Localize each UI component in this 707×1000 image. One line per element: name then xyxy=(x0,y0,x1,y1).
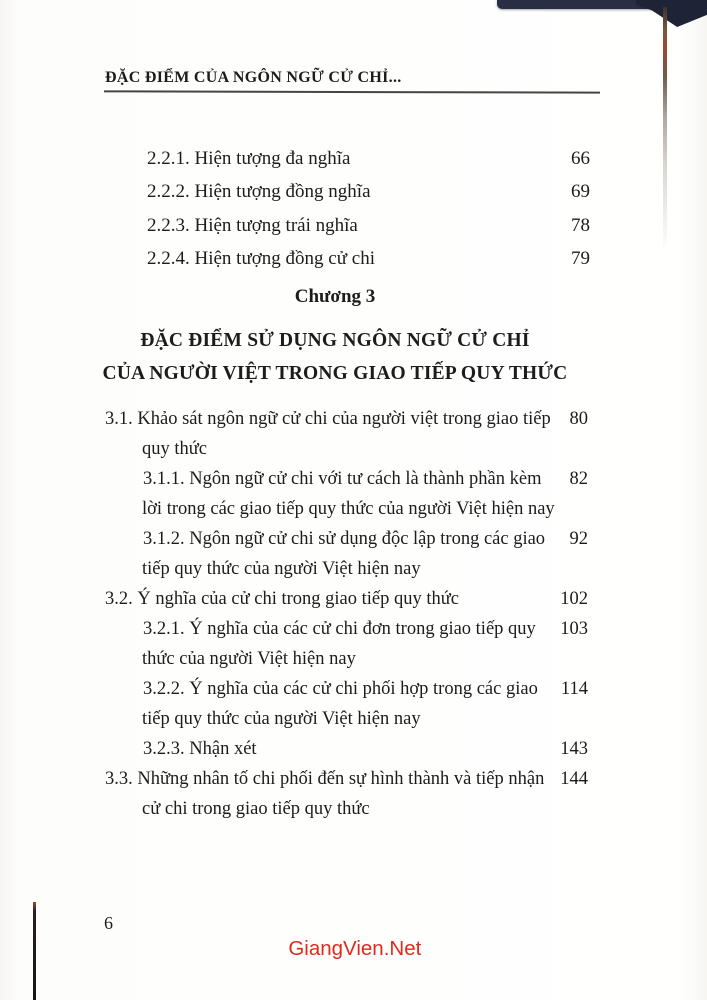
toc-entry-page-number: 114 xyxy=(560,679,588,699)
toc-entry-line-1: 3.2.3. Nhận xét xyxy=(143,739,257,759)
toc-entry xyxy=(105,674,593,734)
toc-entry xyxy=(105,764,593,824)
toc-entry-line-1: 3.2.2. Ý nghĩa của các cử chi phối hợp trong các giao xyxy=(143,679,538,699)
watermark-text: GiangVien.Net xyxy=(288,937,422,960)
toc-entry-label: 2.2.3. Hiện tượng trái nghĩa xyxy=(147,214,358,236)
toc-entry xyxy=(105,464,593,524)
toc-entry-line-2: thức của người Việt hiện nay xyxy=(142,649,356,669)
toc-entry-page-number: 103 xyxy=(560,619,588,639)
chapter-heading xyxy=(102,286,568,390)
toc-entry-page-number: 143 xyxy=(560,739,588,759)
header-rule xyxy=(104,90,600,93)
toc-entry-line-2: lời trong các giao tiếp quy thức của người Việt hiện nay xyxy=(142,499,555,519)
toc-entry-page-number: 69 xyxy=(571,181,590,203)
toc-section-3-list xyxy=(105,404,593,824)
toc-entry-label: 2.2.2. Hiện tượng đồng nghĩa xyxy=(147,181,371,203)
toc-entry-label: 2.2.4. Hiện tượng đồng cử chi xyxy=(147,248,375,270)
toc-row xyxy=(105,175,593,208)
chapter-title-line-1: ĐẶC ĐIỂM SỬ DỤNG NGÔN NGỮ CỬ CHỈ xyxy=(140,330,530,351)
toc-entry-page-number: 102 xyxy=(560,589,588,609)
toc-entry-line-2: cử chi trong giao tiếp quy thức xyxy=(142,799,370,819)
page-curl-corner xyxy=(636,0,707,27)
toc-entry xyxy=(105,584,593,614)
toc-entry-page-number: 78 xyxy=(571,214,590,236)
footer-page-number: 6 xyxy=(104,913,113,933)
toc-entry xyxy=(105,734,593,764)
toc-entry-line-1: 3.1. Khảo sát ngôn ngữ cử chi của người việt trong giao tiếp xyxy=(105,409,551,429)
toc-entry-line-1: 3.1.1. Ngôn ngữ cử chi với tư cách là thành phần kèm xyxy=(143,469,542,489)
toc-entry-page-number: 82 xyxy=(569,469,588,489)
chapter-title-line-2: CỦA NGƯỜI VIỆT TRONG GIAO TIẾP QUY THỨC xyxy=(102,363,568,384)
toc-entry xyxy=(105,524,593,584)
toc-entry xyxy=(105,404,593,464)
toc-entry-line-2: tiếp quy thức của người Việt hiện nay xyxy=(142,559,421,579)
toc-row xyxy=(105,209,593,242)
toc-entry-label: 2.2.1. Hiện tượng đa nghĩa xyxy=(147,148,351,169)
toc-section-2-list xyxy=(105,142,593,276)
running-header-title: ĐẶC ĐIỂM CỦA NGÔN NGỮ CỬ CHỈ... xyxy=(105,69,402,86)
toc-entry-page-number: 66 xyxy=(571,148,590,169)
page-curl-shadow-line xyxy=(663,7,667,252)
toc-entry xyxy=(105,614,593,674)
toc-row xyxy=(105,242,593,275)
toc-entry-page-number: 144 xyxy=(560,769,588,789)
toc-entry-page-number: 80 xyxy=(569,409,588,429)
toc-entry-line-1: 3.1.2. Ngôn ngữ cử chi sử dụng độc lập trong các giao xyxy=(143,529,546,549)
toc-row xyxy=(105,142,593,175)
chapter-kicker: Chương 3 xyxy=(294,286,376,307)
toc-entry-line-1: 3.2. Ý nghĩa của cử chi trong giao tiếp quy thức xyxy=(105,589,459,609)
toc-entry-line-1: 3.3. Những nhân tố chi phối đến sự hình thành và tiếp nhận xyxy=(105,769,545,789)
toc-entry-page-number: 79 xyxy=(571,248,590,270)
toc-entry-line-2: quy thức xyxy=(142,439,208,459)
toc-entry-line-2: tiếp quy thức của người Việt hiện nay xyxy=(142,709,421,729)
scan-artifact-left-line xyxy=(33,902,36,1000)
toc-entry-line-1: 3.2.1. Ý nghĩa của các cử chi đơn trong giao tiếp quy xyxy=(143,619,536,639)
toc-entry-page-number: 92 xyxy=(569,529,588,549)
